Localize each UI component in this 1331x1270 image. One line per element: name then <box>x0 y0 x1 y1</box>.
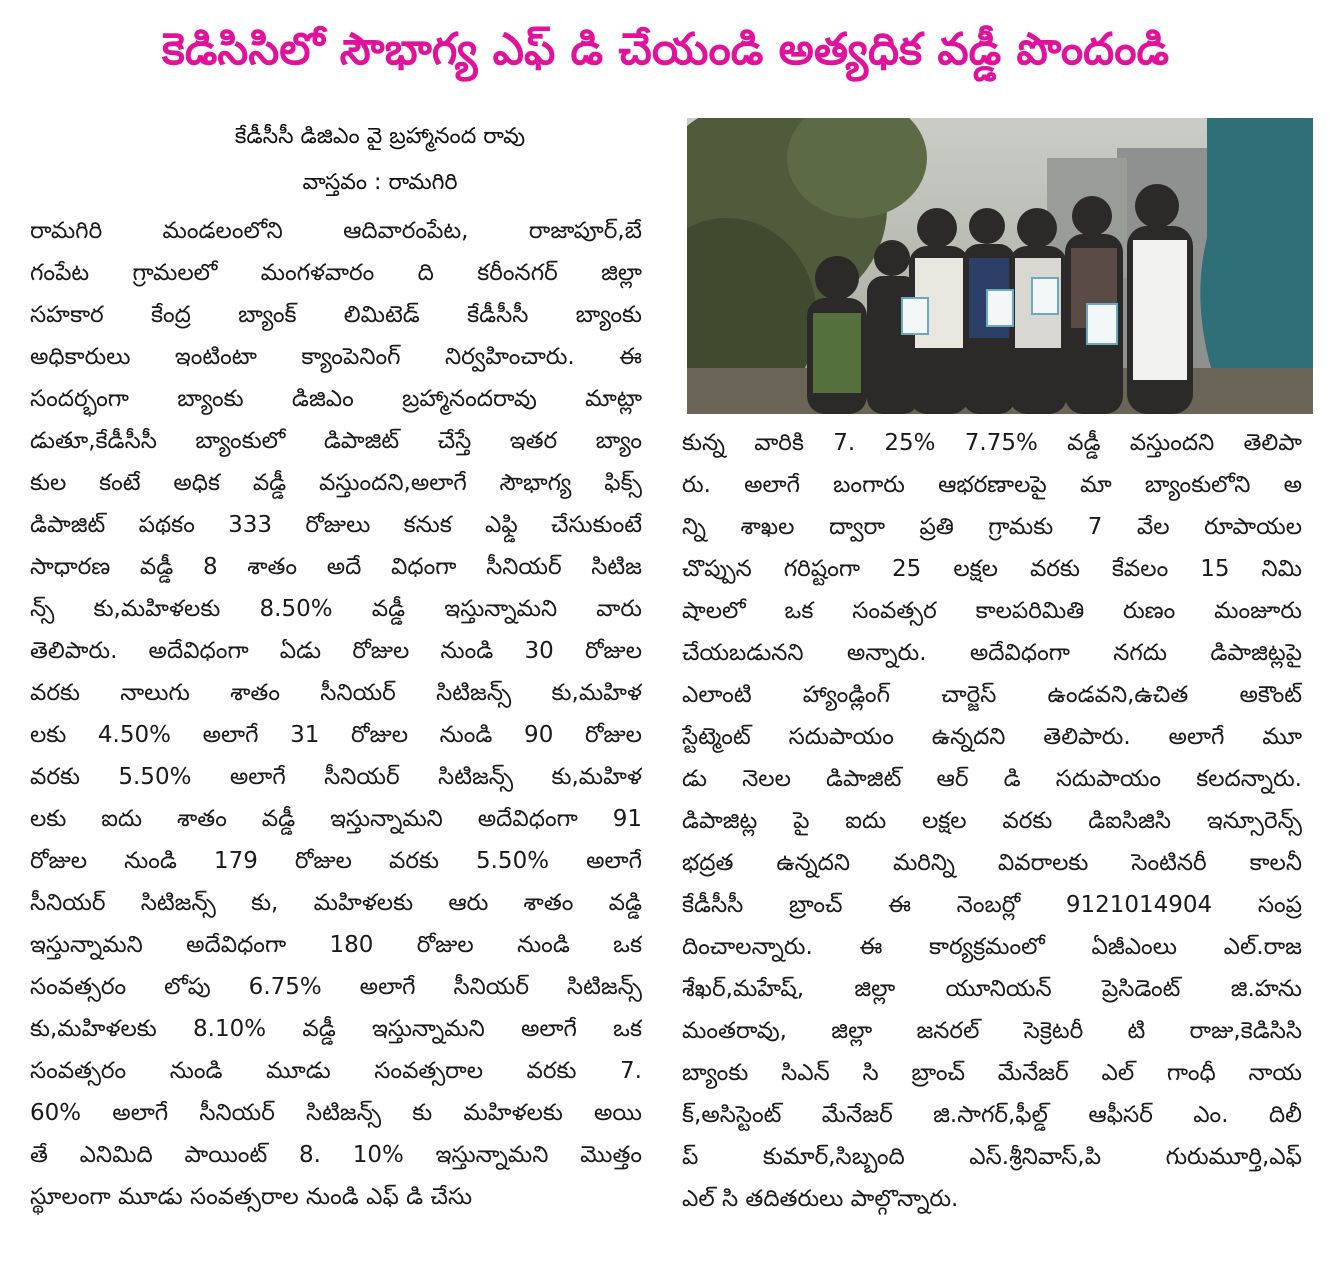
text-line: లకు ఐదు శాతం వడ్డీ ఇస్తున్నామని అదేవిధంగా 91 <box>30 806 642 832</box>
text-line: 60% అలాగే సీనియర్ సిటిజన్స్ కు మహిళలకు అయి <box>30 1100 642 1126</box>
right-column <box>682 422 1302 1220</box>
byline-source: వాస్తవం : రామగిరి <box>302 170 458 195</box>
text-line: డుతూ,కేడీసీసీ బ్యాంకులో డిపాజిట్ చేస్తే ఇతర బ్యాం <box>30 428 642 454</box>
byline-author: కేడీసీసీ డిజిఎం వై బ్రహ్మానంద రావు <box>234 124 526 149</box>
text-line: న్ని శాఖల ద్వారా ప్రతి గ్రామకు 7 వేల రూపాయల <box>682 514 1302 540</box>
text-line: సంవత్సరం నుండి మూడు సంవత్సరాల వరకు 7. <box>30 1058 642 1084</box>
text-line: రామగిరి మండలంలోని ఆదివారంపేట, రాజాపూర్,బే <box>30 218 642 244</box>
text-line: తే ఎనిమిది పాయింట్ 8. 10% ఇస్తున్నామని మొత్తం <box>30 1142 642 1168</box>
text-line: ప్ కుమార్,సిబ్బంది ఎస్.శ్రీనివాస్,పి గురుమూర్తి,ఎఫ్ <box>682 1144 1302 1170</box>
text-line: కేడీసీసీ బ్రాంచ్ ఈ నెంబర్లో 9121014904 సంప్ర <box>682 892 1302 918</box>
text-line: కుల కంటే అధిక వడ్డీ వస్తుందని,అలాగే సౌభాగ్య ఫిక్స్ <box>30 470 642 496</box>
text-line: వరకు 5.50% అలాగే సీనియర్ సిటిజన్స్ కు,మహిళ <box>30 764 642 790</box>
text-line: డిపాజిట్ పథకం 333 రోజులు కనుక ఎఫ్డి చేసుకుంటే <box>30 512 642 538</box>
text-line: షాలలో ఒక సంవత్సర కాలపరిమితి రుణం మంజూరు <box>682 598 1302 624</box>
text-line: రోజుల నుండి 179 రోజుల వరకు 5.50% అలాగే <box>30 848 642 874</box>
text-line: ఎలాంటి హ్యాండ్లింగ్ చార్జెస్ ఉండవని,ఉచిత అకౌంట్ <box>682 682 1302 708</box>
text-line: డు నెలల డిపాజిట్ ఆర్ డి సదుపాయం కలదన్నారు. <box>682 766 1302 792</box>
text-line: క్,అసిస్టెంట్ మేనేజర్ జి.సాగర్,ఫీల్డ్ ఆఫీసర్ ఎం. దిలీ <box>682 1102 1302 1128</box>
text-line: సంవత్సరం లోపు 6.75% అలాగే సీనియర్ సిటిజన్స్ <box>30 974 642 1000</box>
text-line: సీనియర్ సిటిజన్స్ కు, మహిళలకు ఆరు శాతం వడ్డి <box>30 890 642 916</box>
text-line: చొప్పున గరిష్టంగా 25 లక్షల వరకు కేవలం 15 నిమి <box>682 556 1302 582</box>
text-line: కున్న వారికి 7. 25% 7.75% వడ్డీ వస్తుందని తెలిపా <box>682 430 1302 456</box>
text-line: స్టేట్మెంట్ సదుపాయం ఉన్నదని తెలిపారు. అలాగే మూ <box>682 724 1302 750</box>
text-line: రు. అలాగే బంగారు ఆభరణాలపై మా బ్యాంకులోని అ <box>682 472 1302 498</box>
headline: కెడిసిసిలో సౌభాగ్య ఎఫ్ డి చేయండి అత్యధిక వడ్డీ పొందండి <box>161 24 1170 75</box>
text-line: దించాలన్నారు. ఈ కార్యక్రమంలో ఏజీఎంలు ఎల్.రాజ <box>682 934 1302 960</box>
text-line: మంతరావు, జిల్లా జనరల్ సెక్రెటరీ టి రాజు,కెడిసిసి <box>682 1018 1302 1044</box>
text-line: ఎల్ సి తదితరులు పాల్గొన్నారు. <box>682 1186 959 1212</box>
text-line: శేఖర్,మహేష్, జిల్లా యూనియన్ ప్రెసిడెంట్ జి.హను <box>682 976 1302 1002</box>
text-line: భద్రత ఉన్నదని మరిన్ని వివరాలకు సెంటినరీ కాలనీ <box>682 850 1302 876</box>
text-line: సందర్భంగా బ్యాంకు డిజిఎం బ్రహ్మానందరావు మాట్లా <box>30 386 642 412</box>
text-line: ఇస్తున్నామని అదేవిధంగా 180 రోజుల నుండి ఒక <box>30 932 642 958</box>
text-line: న్స్ కు,మహిళలకు 8.50% వడ్డీ ఇస్తున్నామని వారు <box>30 596 642 622</box>
text-line: సహకార కేంద్ర బ్యాంక్ లిమిటెడ్ కేడీసీసీ బ్యాంకు <box>30 302 642 328</box>
text-line: అధికారులు ఇంటింటా క్యాంపెనింగ్ నిర్వహించారు. ఈ <box>30 344 642 370</box>
photo-illustration <box>687 118 1313 414</box>
text-line: కు,మహిళలకు 8.10% వడ్డీ ఇస్తున్నామని అలాగే ఒక <box>30 1016 642 1042</box>
text-line: సాధారణ వడ్డీ 8 శాతం అదే విధంగా సీనియర్ సిటిజ <box>30 554 642 580</box>
text-line: లకు 4.50% అలాగే 31 రోజుల నుండి 90 రోజుల <box>30 722 642 748</box>
left-column <box>30 210 642 1218</box>
text-line: చేయబడునని అన్నారు. అదేవిధంగా నగదు డిపాజిట్లపై <box>682 640 1302 666</box>
text-line: వరకు నాలుగు శాతం సీనియర్ సిటిజన్స్ కు,మహిళ <box>30 680 642 706</box>
text-line: స్థూలంగా మూడు సంవత్సరాల నుండి ఎఫ్ డి చేసు <box>30 1184 473 1210</box>
text-line: బ్యాంకు సిఎన్ సి బ్రాంచ్ మేనేజర్ ఎల్ గాంధీ నాయ <box>682 1060 1302 1086</box>
text-line: డిపాజిట్ల పై ఐదు లక్షల వరకు డిఐసిజిసి ఇన్సూరెన్స్ <box>682 808 1302 834</box>
text-line: గంపేట గ్రామలలో మంగళవారం ది కరీంనగర్ జిల్లా <box>30 260 642 286</box>
text-line: తెలిపారు. అదేవిధంగా ఏడు రోజుల నుండి 30 రోజుల <box>30 638 642 664</box>
news-photo <box>687 118 1313 414</box>
